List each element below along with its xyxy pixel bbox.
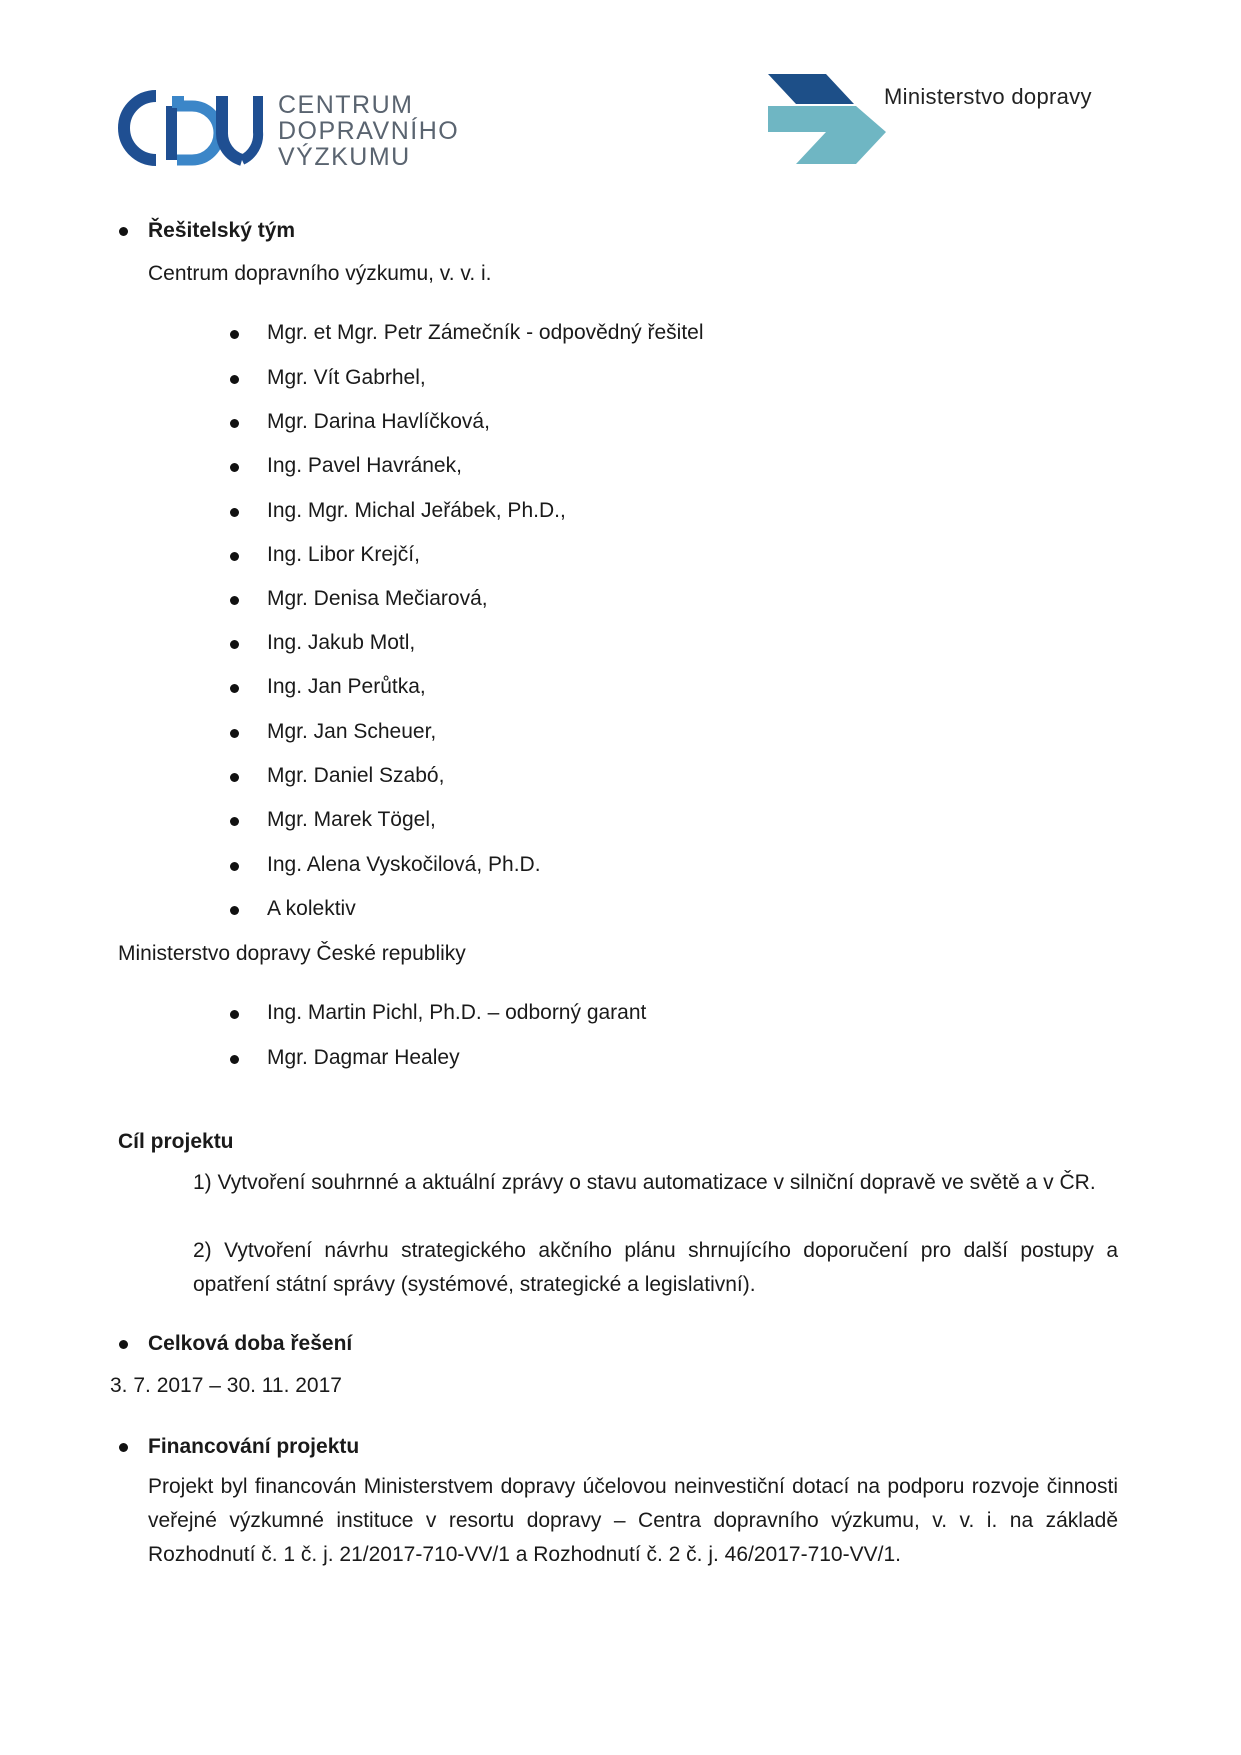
- member-bullet: [230, 773, 239, 782]
- member-bullet: [230, 1010, 239, 1019]
- team-org-cdv: Centrum dopravního výzkumu, v. v. i.: [148, 262, 492, 285]
- duration-value: 3. 7. 2017 – 30. 11. 2017: [110, 1374, 342, 1397]
- member-bullet: [230, 862, 239, 871]
- list-item: A kolektiv: [267, 897, 356, 920]
- member-bullet: [230, 596, 239, 605]
- member-bullet: [230, 463, 239, 472]
- md-logo-label: Ministerstvo dopravy: [884, 84, 1092, 109]
- list-item: Ing. Martin Pichl, Ph.D. – odborný garant: [267, 1001, 647, 1024]
- list-item: Mgr. Vít Gabrhel,: [267, 366, 426, 389]
- goal-heading: Cíl projektu: [118, 1130, 234, 1153]
- list-item: Mgr. et Mgr. Petr Zámečník - odpovědný řešitel: [267, 321, 704, 344]
- bullet-team: [119, 227, 128, 236]
- goal-item-2: 2) Vytvoření návrhu strategického akčního plánu shrnujícího doporučení pro další postupy a opatření státní správy (systémové, strategické a legislativní).: [193, 1239, 1118, 1296]
- list-item: Mgr. Jan Scheuer,: [267, 720, 437, 743]
- list-item: Ing. Jakub Motl,: [267, 631, 416, 654]
- cdv-logo-line-1: CENTRUM: [278, 91, 414, 119]
- list-item: Ing. Mgr. Michal Jeřábek, Ph.D.,: [267, 499, 566, 522]
- bullet-duration: [119, 1340, 128, 1349]
- member-bullet: [230, 1055, 239, 1064]
- funding-heading: Financování projektu: [148, 1435, 360, 1458]
- bullet-funding: [119, 1443, 128, 1452]
- member-bullet: [230, 729, 239, 738]
- cdv-monogram-icon: [118, 88, 268, 168]
- duration-heading: Celková doba řešení: [148, 1332, 353, 1355]
- list-item: Mgr. Daniel Szabó,: [267, 764, 445, 787]
- member-bullet: [230, 330, 239, 339]
- cdv-logo-line-2: DOPRAVNÍHO: [278, 117, 460, 145]
- member-bullet: [230, 375, 239, 384]
- member-bullet: [230, 906, 239, 915]
- member-bullet: [230, 817, 239, 826]
- team-heading: Řešitelský tým: [148, 219, 296, 242]
- member-bullet: [230, 508, 239, 517]
- funding-text: Projekt byl financován Ministerstvem dopravy účelovou neinvestiční dotací na podporu rozvoje činnosti veřejné výzkumné instituce v resortu dopravy – Centra dopravního výzkumu, v. v. i. na základě Rozhodnutí č. 1 č. j. 21/2017-710-VV/1 a Rozhodnutí č. 2 č. j. 46/2017-710-VV/1.: [148, 1475, 1118, 1566]
- md-arrow-icon: [768, 74, 888, 164]
- list-item: Mgr. Denisa Mečiarová,: [267, 587, 488, 610]
- cdv-logo-line-3: VÝZKUMU: [278, 143, 411, 171]
- list-item: Ing. Jan Perůtka,: [267, 675, 426, 698]
- list-item: Mgr. Darina Havlíčková,: [267, 410, 490, 433]
- list-item: Ing. Pavel Havránek,: [267, 454, 462, 477]
- list-item: Ing. Alena Vyskočilová, Ph.D.: [267, 853, 541, 876]
- cdv-logo: [118, 88, 468, 171]
- list-item: Ing. Libor Krejčí,: [267, 543, 420, 566]
- member-bullet: [230, 552, 239, 561]
- goal-item-1: 1) Vytvoření souhrnné a aktuální zprávy o stavu automatizace v silniční dopravě ve světě a v ČR.: [193, 1171, 1096, 1194]
- team-org-md: Ministerstvo dopravy České republiky: [118, 942, 466, 965]
- member-bullet: [230, 419, 239, 428]
- member-bullet: [230, 640, 239, 649]
- list-item: Mgr. Dagmar Healey: [267, 1046, 460, 1069]
- list-item: Mgr. Marek Tögel,: [267, 808, 436, 831]
- md-logo: [768, 74, 1128, 164]
- member-bullet: [230, 684, 239, 693]
